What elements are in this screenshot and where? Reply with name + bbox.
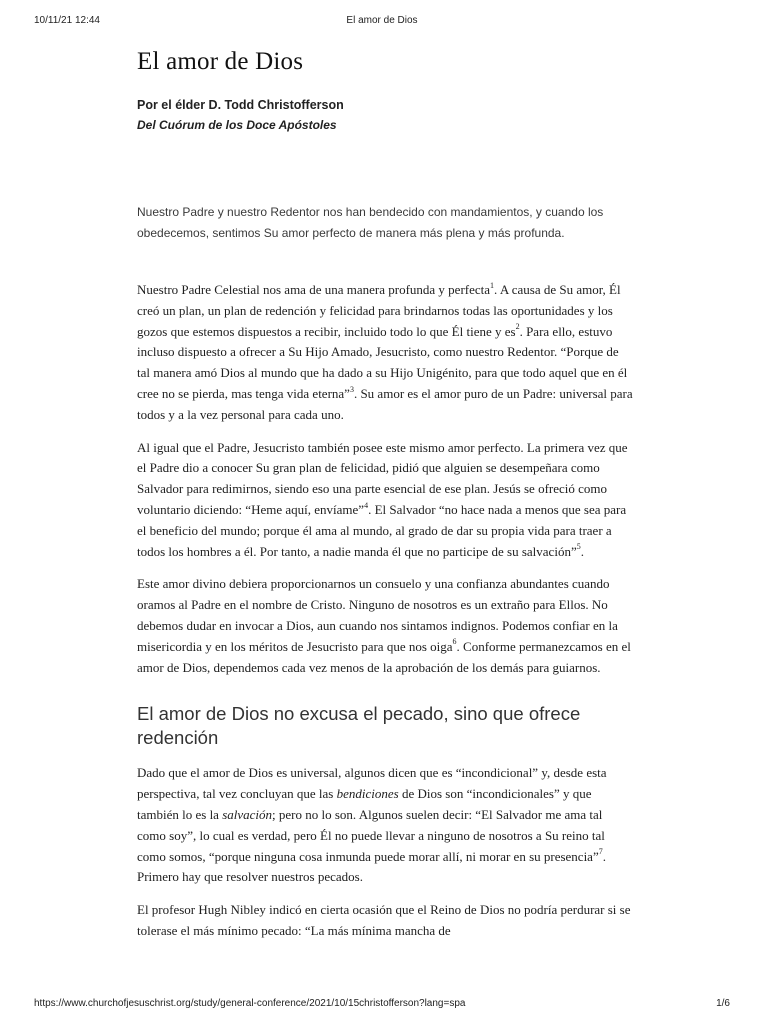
paragraph-text: . Para ello, estuvo incluso dispuesto a ofrecer a Su Hijo Amado, Jesucristo, como nuestro Redentor. “Porque de tal manera amó Dios al mundo que ha dado a su Hijo Unigénito, para que todo aquel que en él cree no se pierda, mas tenga vida eterna”	[137, 323, 628, 401]
paragraph-text: Nuestro Padre Celestial nos ama de una manera profunda y perfecta	[137, 282, 491, 297]
article	[137, 48, 633, 954]
footnote-ref-7[interactable]: 7	[598, 847, 603, 857]
paragraph-text: . Su amor es el amor puro de un Padre: universal para todos y a la vez personal para cada uno.	[137, 385, 633, 422]
paragraph	[137, 763, 633, 888]
emphasis-text: bendiciones	[336, 786, 399, 802]
emphasis-text: salvación	[222, 806, 273, 822]
paragraph	[137, 438, 633, 563]
paragraph-text: Dado que el amor de Dios es universal, algunos dicen que es “incondicional” y, desde esta perspectiva, tal vez concluyan que las	[137, 765, 607, 802]
paragraph-text: . A causa de Su amor, Él creó un plan, un plan de redención y felicidad para brindarnos todas las oportunidades y los gozos que estemos dispuestos a recibir, incluido todo lo que Él tiene y es	[137, 282, 621, 339]
paragraph-text: .	[580, 543, 584, 559]
source-url: https://www.churchofjesuschrist.org/study/general-conference/2021/10/15christofferson?lang=spa	[34, 998, 466, 1009]
paragraph	[137, 574, 633, 678]
article-title: El amor de Dios	[137, 48, 304, 75]
paragraph	[137, 900, 633, 942]
paragraph	[137, 280, 633, 426]
footnote-ref-6[interactable]: 6	[452, 637, 457, 647]
footnote-ref-1[interactable]: 1	[490, 280, 495, 290]
print-datetime: 10/11/21 12:44	[34, 15, 100, 26]
paragraph-text: El profesor Hugh Nibley indicó en cierta ocasión que el Reino de Dios no podría perdurar si se tolerase el más mínimo pecado: “La más mínima mancha de	[137, 902, 631, 938]
footnote-ref-3[interactable]: 3	[349, 384, 354, 394]
paragraph-text: . Conforme permanezcamos en el amor de Dios, dependemos cada vez menos de la aprobación de los demás para guiarnos.	[137, 638, 631, 675]
article-intro: Nuestro Padre y nuestro Redentor nos han bendecido con mandamientos, y cuando los obedecemos, sentimos Su amor perfecto de manera más plena y más profunda.	[137, 205, 604, 240]
print-footer	[34, 998, 730, 1012]
footnote-ref-5[interactable]: 5	[576, 542, 581, 552]
author-calling: Del Cuórum de los Doce Apóstoles	[137, 118, 337, 132]
section-heading: El amor de Dios no excusa el pecado, sino que ofrece redención	[137, 703, 581, 749]
footnote-ref-2[interactable]: 2	[515, 322, 520, 332]
paragraph-text: Este amor divino debiera proporcionarnos un consuelo y una confianza abundantes cuando oramos al Padre en el nombre de Cristo. Ninguno de nosotros es un extraño para Ellos. No debemos dudar en invocar a Dios, aun cuando nos sintamos indignos. Podemos confiar en la misericordia y en los méritos de Jesucristo para que nos oiga	[137, 576, 618, 654]
paragraph-text: Al igual que el Padre, Jesucristo también posee este mismo amor perfecto. La primera vez que el Padre dio a conocer Su gran plan de felicidad, pidió que alguien se desempeñara como Salvador para redimirnos, siendo eso una parte esencial de ese plan. Jesús se ofreció como voluntario diciendo: “Heme aquí, envíame”	[137, 439, 628, 517]
page-number: 1/6	[716, 998, 730, 1009]
footnote-ref-4[interactable]: 4	[364, 500, 369, 510]
article-author: Por el élder D. Todd Christofferson	[137, 98, 344, 112]
paragraph-text: de Dios son “incondicionales” y que también lo es la	[137, 786, 592, 822]
paragraph-text: . Primero hay que resolver nuestros pecados.	[137, 848, 606, 885]
paragraph-text: . El Salvador “no hace nada a menos que sea para el beneficio del mundo; porque él ama al mundo, al grado de dar su propia vida para traer a todos los hombres a él. Por tanto, a nadie manda él que no participe de su salvación”	[137, 501, 627, 559]
paragraph-text: ; pero no lo son. Algunos suelen decir: “El Salvador me ama tal como soy”, lo cual es verdad, pero Él no puede llevar a ninguno de nosotros a Su reino tal como somos, “porque ninguna cosa inmunda puede morar allí, ni morar en su presencia”	[137, 806, 605, 864]
print-page-title: El amor de Dios	[346, 15, 418, 26]
